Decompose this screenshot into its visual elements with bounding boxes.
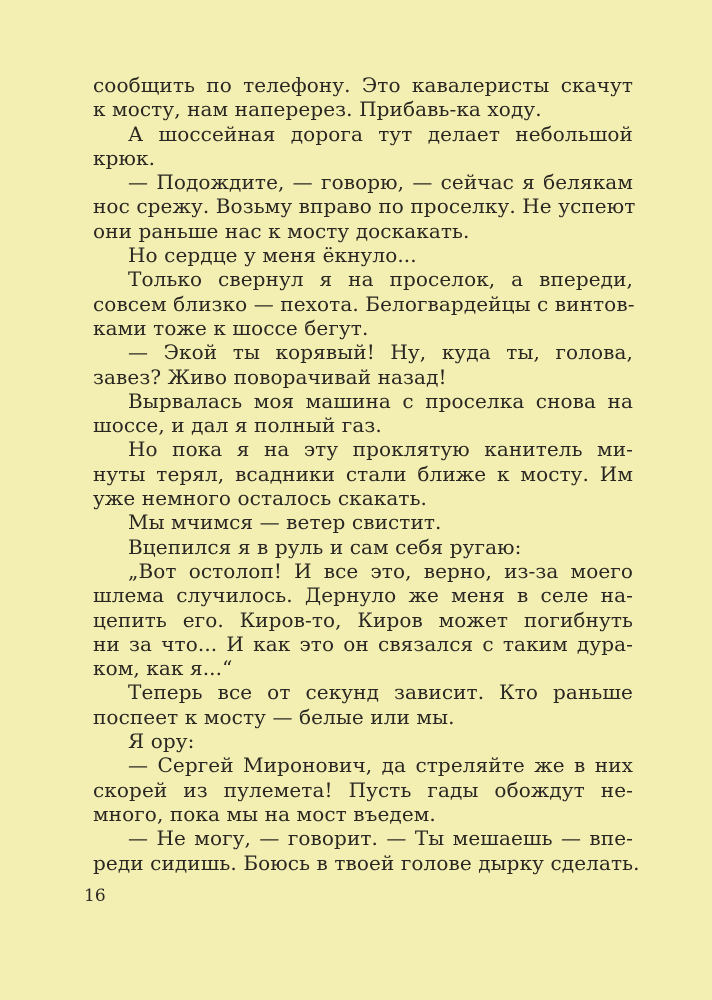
text-line: Я ору: (128, 729, 195, 754)
text-line: шоссе, и дал я полный газ. (93, 413, 382, 438)
text-line: А шоссейная дорога тут делает небольшой (128, 121, 633, 146)
text-line: — Подождите, — говорю, — сейчас я белякам (128, 170, 633, 195)
text-line: Теперь все от секунд зависит. Кто раньше (128, 680, 633, 705)
text-line: уже немного осталось скакать. (93, 486, 428, 511)
text-line: совсем близко — пехота. Белогвардейцы с винтов- (93, 291, 635, 316)
text-line: крюк. (93, 145, 156, 170)
text-line: цепить его. Киров-то, Киров может погибнуть (93, 607, 633, 632)
text-line: поспеет к мосту — белые или мы. (93, 704, 455, 729)
text-line: — Экой ты корявый! Ну, куда ты, голова, (128, 340, 633, 365)
text-line: Но сердце у меня ёкнуло... (128, 243, 417, 268)
text-line: ками тоже к шоссе бегут. (93, 315, 369, 340)
text-line: Вцепился я в руль и сам себя ругаю: (128, 534, 522, 559)
text-line: ком, как я...“ (93, 656, 233, 681)
text-line: к мосту, нам наперерез. Прибавь-ка ходу. (93, 97, 542, 122)
text-line: Мы мчимся — ветер свистит. (128, 510, 442, 535)
text-line: шлема случилось. Дернуло же меня в селе на- (93, 583, 633, 608)
text-line: „Вот остолоп! И все это, верно, из-за моего (128, 558, 633, 583)
text-line: Но пока я на эту проклятую канитель ми- (128, 437, 633, 462)
text-line: — Сергей Миронович, да стреляйте же в них (128, 753, 633, 778)
text-line: реди сидишь. Боюсь в твоей голове дырку сделать. (93, 850, 640, 875)
text-line: Только свернул я на проселок, а впереди, (128, 267, 633, 292)
text-line: много, пока мы на мост въедем. (93, 801, 436, 826)
text-line: нос срежу. Возьму вправо по проселку. Не успеют (93, 194, 636, 219)
text-line: нуты терял, всадники стали ближе к мосту. Им (93, 461, 633, 486)
page-number: 16 (84, 886, 106, 906)
text-line: — Не могу, — говорит. — Ты мешаешь — впе- (128, 826, 633, 851)
text-line: ни за что... И как это он связался с таким дура- (93, 631, 633, 656)
text-line: завез? Живо поворачивай назад! (93, 364, 447, 389)
page-body-text (93, 73, 640, 875)
text-line: Вырвалась моя машина с проселка снова на (128, 388, 633, 413)
text-line: они раньше нас к мосту доскакать. (93, 218, 470, 243)
text-line: сообщить по телефону. Это кавалеристы скачут (93, 73, 633, 97)
text-line: скорей из пулемета! Пусть гады обождут не- (93, 777, 633, 802)
